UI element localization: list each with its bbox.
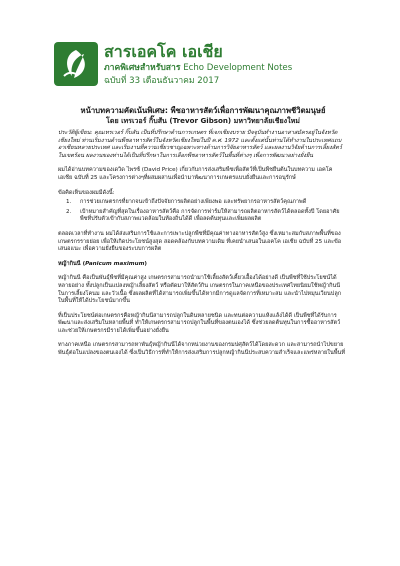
author-bio: ประวัติผู้เขียน: คุณเทรเวอร์ กิ๊บสัน เป็นที่ปรึกษาด้านการเกษตร ที่เจกเชียงบราย ปัจจุบันทำงานอาสาสมัครอยู่ในจังหวัดเชียงใหม่ ท่านเริ่มงานด้านพืชอาหารสัตว์ในจังหวัดเชียงใหม่ในปี ค.ศ. 1972 และตั้งแต่นั้นท่านได้ทำงานในประเทศแถบอาเซียนหลายประเทศ และเริ่มงานที่ความเชี่ยวชาญเฉพาะทางด้านการวิจัยอาหารสัตว์ และผลงานวิจัยด้านการเลี้ยงสัตว์ในเขตร้อน ผลงานของท่านได้เป็นที่ปรึกษาในการเลือกพืชอาหารสัตว์ในพื้นที่ต่างๆ เพื่อการพัฒนาอย่างยั่งยืน bbox=[58, 130, 342, 159]
issue-number: ฉบับที่ 33 เดือนธันวาคม 2017 bbox=[104, 76, 220, 86]
article-byline: โดย เทรเวอร์ กิ๊บสัน (Trevor Gibson) มหาวิทยาลัยเชียงใหม่ bbox=[106, 116, 300, 125]
paragraph-3: ตลอดเวลาที่ทำงาน ผมได้ส่งเสริมการใช้และการเพาะปลูกพืชที่มีคุณค่าทางอาหารสัตว์สูง ซึ่งเหมาะสมกับสภาพพื้นที่ของเกษตรกรรายย่อย เพื่อให้เกิดประโยชน์สูงสุด สอดคล้องกับบทความเดิม ที่เคยนำเสนอในเอคโค เอเชีย ฉบับที่ 25 และข้อเสนอแนะ เพื่อความยั่งยืนของระบบการผลิต bbox=[58, 230, 342, 253]
section-heading: หญ้ากินนี (Panicum maximum) bbox=[58, 260, 147, 267]
article-title-block bbox=[58, 106, 348, 126]
echo-leaf-logo-icon bbox=[54, 42, 98, 86]
newsletter-header bbox=[54, 42, 354, 102]
paragraph-1: ผมได้อ่านบทความของเดวิด ไพรซ์ (David Price) เกี่ยวกับการส่งเสริมพืชเพื่อสัตว์ที่เป็นพืชยืนต้นในบทความ เอคโค เอเชีย ฉบับที่ 25 และโครงการต่างๆที่ผสมผสานเพื่อนำมาพัฒนาการเกษตรแบบยั่งยืนและการอนุรักษ์ bbox=[58, 167, 333, 181]
list-item: 1. การช่วยเกษตรกรที่ยากจนเข้าถึงปัจจัยการผลิตอย่างเพียงพอ และทรัพยากรอาหารสัตว์คุณภาพดี bbox=[66, 199, 307, 206]
paragraph-6: ทางภาคเหนือ เกษตรกรสามารถหาพันธุ์หญ้ากินนีได้จากหน่วยงานของกรมปศุสัตว์ได้โดยสะดวก และสามารถนำไปขยายพันธุ์ต่อในแปลงของตนเองได้ ซึ่งเป็นวิธีการที่ทำให้การส่งเสริมการปลูกหญ้ากินนีประสบความสำเร็จและแพร่หลายในพื้นที่ bbox=[58, 342, 346, 357]
brand-title: สารเอคโค เอเชีย bbox=[104, 42, 223, 61]
list-item: 2. เป้าหมายสำคัญที่สุดในเรื่องอาหารสัตว์คือ การจัดการฟาร์มให้สามารถผลิตอาหารสัตว์ได้ตลอดทั้งปี โดยอาศัยพืชที่ปรับตัวเข้ากับสภาพแวดล้อมในท้องถิ่นได้ดี เพื่อลดต้นทุนและเพิ่มผลผลิต bbox=[66, 208, 340, 223]
brand-subtitle-prefix: ภาคพิเศษสำหรับสาร bbox=[104, 63, 181, 73]
article-title: หน้าบทความคัดเน้นพิเศษ: พืชอาหารสัตว์เพื่อการพัฒนาคุณภาพชีวิตมนุษย์ bbox=[80, 106, 326, 115]
paragraph-5: ที่เป็นประโยชน์ต่อเกษตรกรคือหญ้ากินนีสามารถปลูกในดินหลายชนิด และทนต่อความแห้งแล้งได้ดี เป็นพืชที่ได้รับการพัฒนาและส่งเสริมในหลายพื้นที่ ทำให้เกษตรกรสามารถปลูกในพื้นที่ของตนเองได้ ซึ่งช่วยลดต้นทุนในการซื้ออาหารสัตว์ และช่วยให้เกษตรกรมีรายได้เพิ่มขึ้นอย่างยั่งยืน bbox=[58, 312, 341, 334]
article-body bbox=[58, 130, 346, 365]
numbered-list bbox=[58, 199, 346, 224]
paragraph-4: หญ้ากินนี คือเป็นพันธุ์พืชที่มีคุณค่าสูง เกษตรกรสามารถนำมาใช้เลี้ยงสัตว์เคี้ยวเอื้องได้อย่างดี เป็นพืชที่ใช้ประโยชน์ได้หลายอย่าง ทั้งปลูกเป็นแปลงหญ้าเลี้ยงสัตว์ หรือตัดมาให้สัตว์กิน เกษตรกรในภาคเหนือของประเทศไทยนิยมใช้หญ้ากินนีในการเลี้ยงโคนม และวัวเนื้อ ซึ่งผลผลิตที่ได้สามารถเพิ่มขึ้นได้หากมีการดูแลจัดการที่เหมาะสม และนำไปหมุนเวียนปลูกในพื้นที่ให้ได้ประโยชน์มากขึ้น bbox=[58, 275, 342, 305]
brand-subtitle bbox=[104, 63, 292, 74]
brand-subtitle-english: Echo Development Notes bbox=[183, 63, 293, 73]
paragraph-2: ข้อคิดเห็นของผมมีดังนี้: bbox=[58, 189, 115, 196]
